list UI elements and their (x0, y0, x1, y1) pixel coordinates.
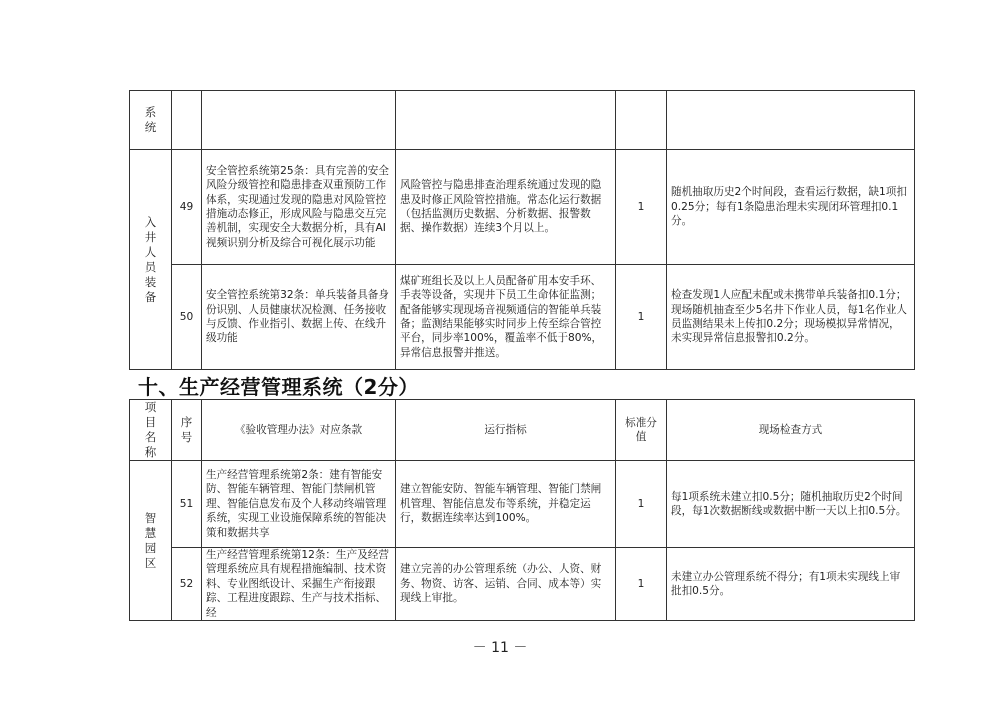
seq-cell (172, 91, 202, 150)
indicator-cell: 建立完善的办公管理系统（办公、人资、财务、物资、访客、运销、合同、成本等）实现线上审批。 (396, 548, 616, 621)
header-seq (172, 400, 202, 461)
standard-cell: 1 (616, 150, 667, 265)
header-check: 现场检查方式 (667, 400, 915, 461)
category-cell (130, 461, 172, 621)
standard-cell: 1 (616, 461, 667, 548)
header-indicator: 运行指标 (396, 400, 616, 461)
indicator-cell: 煤矿班组长及以上人员配备矿用本安手环、手表等设备，实现井下员工生命体征监测；配备能够实现现场音视频通信的智能单兵装备；监测结果能够实时同步上传至综合管控平台，同步率100%，覆盖率不低于80%，异常信息报警并推送。 (396, 265, 616, 370)
header-name-text: 项目名称 (144, 400, 157, 459)
clause-cell: 生产经营管理系统第2条：建有智能安防、智能车辆管理、智能门禁闸机管理、智能信息发布及个人移动终端管理系统，实现工业设施保障系统的智能决策和数据共享 (202, 461, 396, 548)
clause-cell: 生产经营管理系统第12条：生产及经营管理系统应具有规程措施编制、技术资料、专业图纸设计、采掘生产衔接跟踪、工程进度跟踪、生产与技术指标、经 (202, 548, 396, 621)
header-standard: 标准分值 (616, 400, 667, 461)
check-cell: 未建立办公管理系统不得分；有1项未实现线上审批扣0.5分。 (667, 548, 915, 621)
table-row (130, 265, 915, 370)
category-name: 智慧园区 (144, 510, 157, 570)
clause-cell (202, 91, 396, 150)
category-cell (130, 150, 172, 370)
table-lower (129, 399, 915, 621)
clause-cell: 安全管控系统第25条：具有完善的安全风险分级管控和隐患排查双重预防工作体系，实现通过发现的隐患对风险管控措施动态修正，形成风险与隐患交互完善机制，实现安全大数据分析，具有AI视频识别分析及综合可视化展示功能 (202, 150, 396, 265)
category-name: 入井人员装备 (144, 214, 157, 304)
seq-cell: 50 (172, 265, 202, 370)
seq-cell: 51 (172, 461, 202, 548)
seq-cell: 52 (172, 548, 202, 621)
header-seq-text: 序号 (180, 415, 193, 444)
category-name: 系统 (144, 105, 157, 134)
table-row (130, 548, 915, 621)
standard-cell: 1 (616, 265, 667, 370)
table-row (130, 461, 915, 548)
header-name (130, 400, 172, 461)
category-cell (130, 91, 172, 150)
table-header-row (130, 400, 915, 461)
check-cell: 每1项系统未建立扣0.5分；随机抽取历史2个时间段，每1次数据断线或数据中断一天以上扣0.5分。 (667, 461, 915, 548)
seq-cell: 49 (172, 150, 202, 265)
check-cell: 检查发现1人应配未配或未携带单兵装备扣0.1分；现场随机抽查至少5名井下作业人员，每1名作业人员监测结果未上传扣0.2分；现场模拟异常情况，未实现异常信息报警扣0.2分。 (667, 265, 915, 370)
indicator-cell: 风险管控与隐患排查治理系统通过发现的隐患及时修正风险管控措施。常态化运行数据（包括监测历史数据、分析数据、报警数据、操作数据）连续3个月以上。 (396, 150, 616, 265)
check-cell (667, 91, 915, 150)
section-title: 十、生产经营管理系统（2分） (138, 375, 419, 399)
standard-cell: 1 (616, 548, 667, 621)
page-number: － 11 － (472, 640, 528, 656)
table-row (130, 150, 915, 265)
header-clause: 《验收管理办法》对应条款 (202, 400, 396, 461)
table-upper (129, 90, 915, 370)
clause-cell: 安全管控系统第32条：单兵装备具备身份识别、人员健康状况检测、任务接收与反馈、作业指引、数据上传、在线升级功能 (202, 265, 396, 370)
standard-cell (616, 91, 667, 150)
table-row (130, 91, 915, 150)
check-cell: 随机抽取历史2个时间段，查看运行数据，缺1项扣0.25分；每有1条隐患治理未实现闭环管理扣0.1分。 (667, 150, 915, 265)
indicator-cell (396, 91, 616, 150)
indicator-cell: 建立智能安防、智能车辆管理、智能门禁闸机管理、智能信息发布等系统，并稳定运行，数据连续率达到100%。 (396, 461, 616, 548)
